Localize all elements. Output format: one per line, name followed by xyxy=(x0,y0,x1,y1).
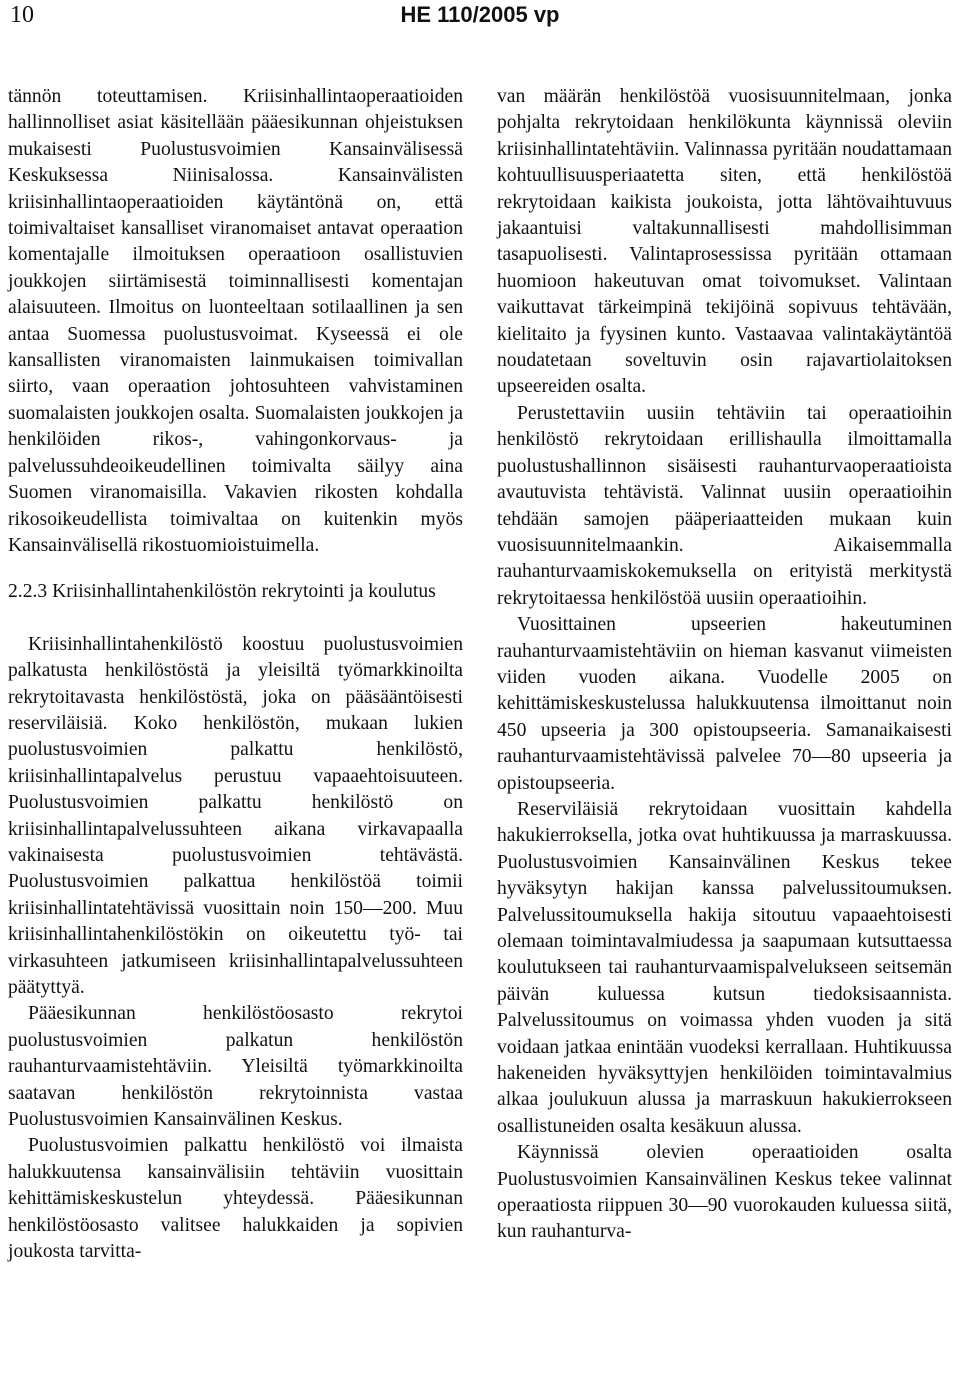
right-column xyxy=(497,84,952,1246)
paragraph: Käynnissä olevien operaatioiden osalta Puolustusvoimien Kansainvälinen Keskus tekee valinnat operaatiosta riippuen 30—90 vuorokauden kuluessa siitä, kun rauhanturva- xyxy=(497,1142,952,1243)
paragraph: Reserviläisiä rekrytoidaan vuosittain kahdella hakukierroksella, jotka ovat huhtikuussa ja marraskuussa. Puolustusvoimien Kansainvälinen Keskus tekee hyväksytyn hakijan kanssa palvelussitoumuksen. Palvelussitoumuksella hakija sitoutuu vapaaehtoisesti olemaan toimintavalmiudessa ja saapumaan kutsuttaessa koulutukseen tai rauhanturvaamispalvelukseen seitsemän päivän kuluessa kutsun tiedoksisaannista. Palvelussitoumus on voimassa yhden vuoden ja sitä voidaan jatkaa enintään vuodeksi kerrallaan. Huhtikuussa hakeneiden hyväksyttyjen henkilöiden toimintavalmius alkaa joulukuun alussa ja marraskuun hakukierrokseen osallistuneiden osalta kesäkuun alussa. xyxy=(497,798,952,1137)
paragraph: tännön toteuttamisen. Kriisinhallintaoperaatioiden hallinnolliset asiat käsitellään pääesikunnan ohjeistuksen mukaisesti Puolustusvoimien Kansainvälisessä Keskuksessa Niinisalossa. Kansainvälisten kriisinhallintaoperaatioiden käytäntönä on, että toimivaltaiset kansalliset viranomaiset antavat operaation komentajalle ilmoituksen operaatioon osallistuvien joukkojen siirtämisestä toiminnallisesti komentajan alaisuuteen. Ilmoitus on luonteeltaan sotilaallinen ja sen antaa Suomessa puolustusvoimat. Kyseessä ei ole kansallisten viranomaisten lainmukaisen toimivallan siirto, vaan operaation johtosuhteen vahvistaminen suomalaisten joukkojen osalta. Suomalaisten joukkojen ja henkilöiden rikos-, vahingonkorvaus- ja palvelussuhdeoikeudellinen toimivalta säilyy aina Suomen viranomaisilla. Vakavien rikosten kohdalla rikosoikeudellista toimivaltaa on kuitenkin myös Kansainvälisellä rikostuomioistuimella. xyxy=(8,86,463,556)
left-column xyxy=(8,84,463,1265)
paragraph: Kriisinhallintahenkilöstö koostuu puolustusvoimien palkatusta henkilöstöstä ja yleisiltä työmarkkinoilta rekrytoitavasta henkilöstöstä, joka on pääsääntöisesti reserviläisiä. Koko henkilöstön, mukaan lukien puolustusvoimien palkattu henkilöstö, kriisinhallintapalvelus perustuu vapaaehtoisuuteen. Puolustusvoimien palkattu henkilöstö on kriisinhallintapalvelussuhteen aikana virkavapaalla vakinaisesta puolustusvoimien tehtävästä. Puolustusvoimien palkattua henkilöstöä toimii kriisinhallintatehtävissä vuosittain noin 150—200. Muu kriisinhallintahenkilöstökin on oikeutettu työ- tai virkasuhteen jatkumiseen kriisinhallintapalvelussuhteen päätyttyä. xyxy=(8,633,463,998)
paragraph: Pääesikunnan henkilöstöosasto rekrytoi puolustusvoimien palkatun henkilöstön rauhanturvaamistehtäviin. Yleisiltä työmarkkinoilta saatavan henkilöstön rekrytoinnista vastaa Puolustusvoimien Kansainvälinen Keskus. xyxy=(8,1003,463,1131)
running-title: HE 110/2005 vp xyxy=(400,2,560,27)
paragraph: Puolustusvoimien palkattu henkilöstö voi ilmaista halukkuutensa kansainvälisiin tehtäviin vuosittain kehittämiskeskustelun yhteydessä. Pääesikunnan henkilöstöosasto valitsee halukkaiden ja sopivien joukosta tarvitta- xyxy=(8,1135,463,1263)
paragraph: van määrän henkilöstöä vuosisuunnitelmaan, jonka pohjalta rekrytoidaan henkilökunta käynnissä oleviin kriisinhallintatehtäviin. Valinnassa pyritään noudattamaan kohtuullisuusperiaatetta siten, että henkilöstöä rekrytoidaan kaikista joukoista, jotta lähtövaihtuvuus jakaantuisi valtakunnallisesti mahdollisimman tasapuolisesti. Valintaprosessissa pyritään ottamaan huomioon hakeutuvan omat toivomukset. Valintaan vaikuttavat tärkeimpinä tekijöinä sopivuus tehtävään, kielitaito ja fyysinen kunto. Vastaavaa valintakäytäntöä noudatetaan soveltuvin osin rajavartiolaitoksen upseereiden osalta. xyxy=(497,86,952,398)
paragraph: Perustettaviin uusiin tehtäviin tai operaatioihin henkilöstö rekrytoidaan erillishaulla ilmoittamalla puolustushallinnon sisäisesti rauhanturvaoperaatioista avautuvista tehtävistä. Valinnat uusiin operaatioihin tehdään samojen pääperiaatteiden mukaan kuin vuosisuunnitelmaankin. Aikaisemmalla rauhanturvaamiskokemuksella on erityistä merkitystä rekrytoitaessa henkilöstöä uusiin operaatioihin. xyxy=(497,402,952,609)
section-heading: 2.2.3 Kriisinhallintahenkilöstön rekrytointi ja koulutus xyxy=(8,581,436,603)
page-number: 10 xyxy=(10,2,34,28)
page-header xyxy=(6,0,954,40)
paragraph: Vuosittainen upseerien hakeutuminen rauhanturvaamistehtäviin on hieman kasvanut viimeisten viiden vuoden aikana. Vuodelle 2005 on kehittämiskeskustelussa halukkuutensa ilmoittanut noin 450 upseeria ja 300 opistoupseeria. Samanaikaisesti rauhanturvaamistehtävissä palvelee 70—80 upseeria ja opistoupseeria. xyxy=(497,614,952,794)
